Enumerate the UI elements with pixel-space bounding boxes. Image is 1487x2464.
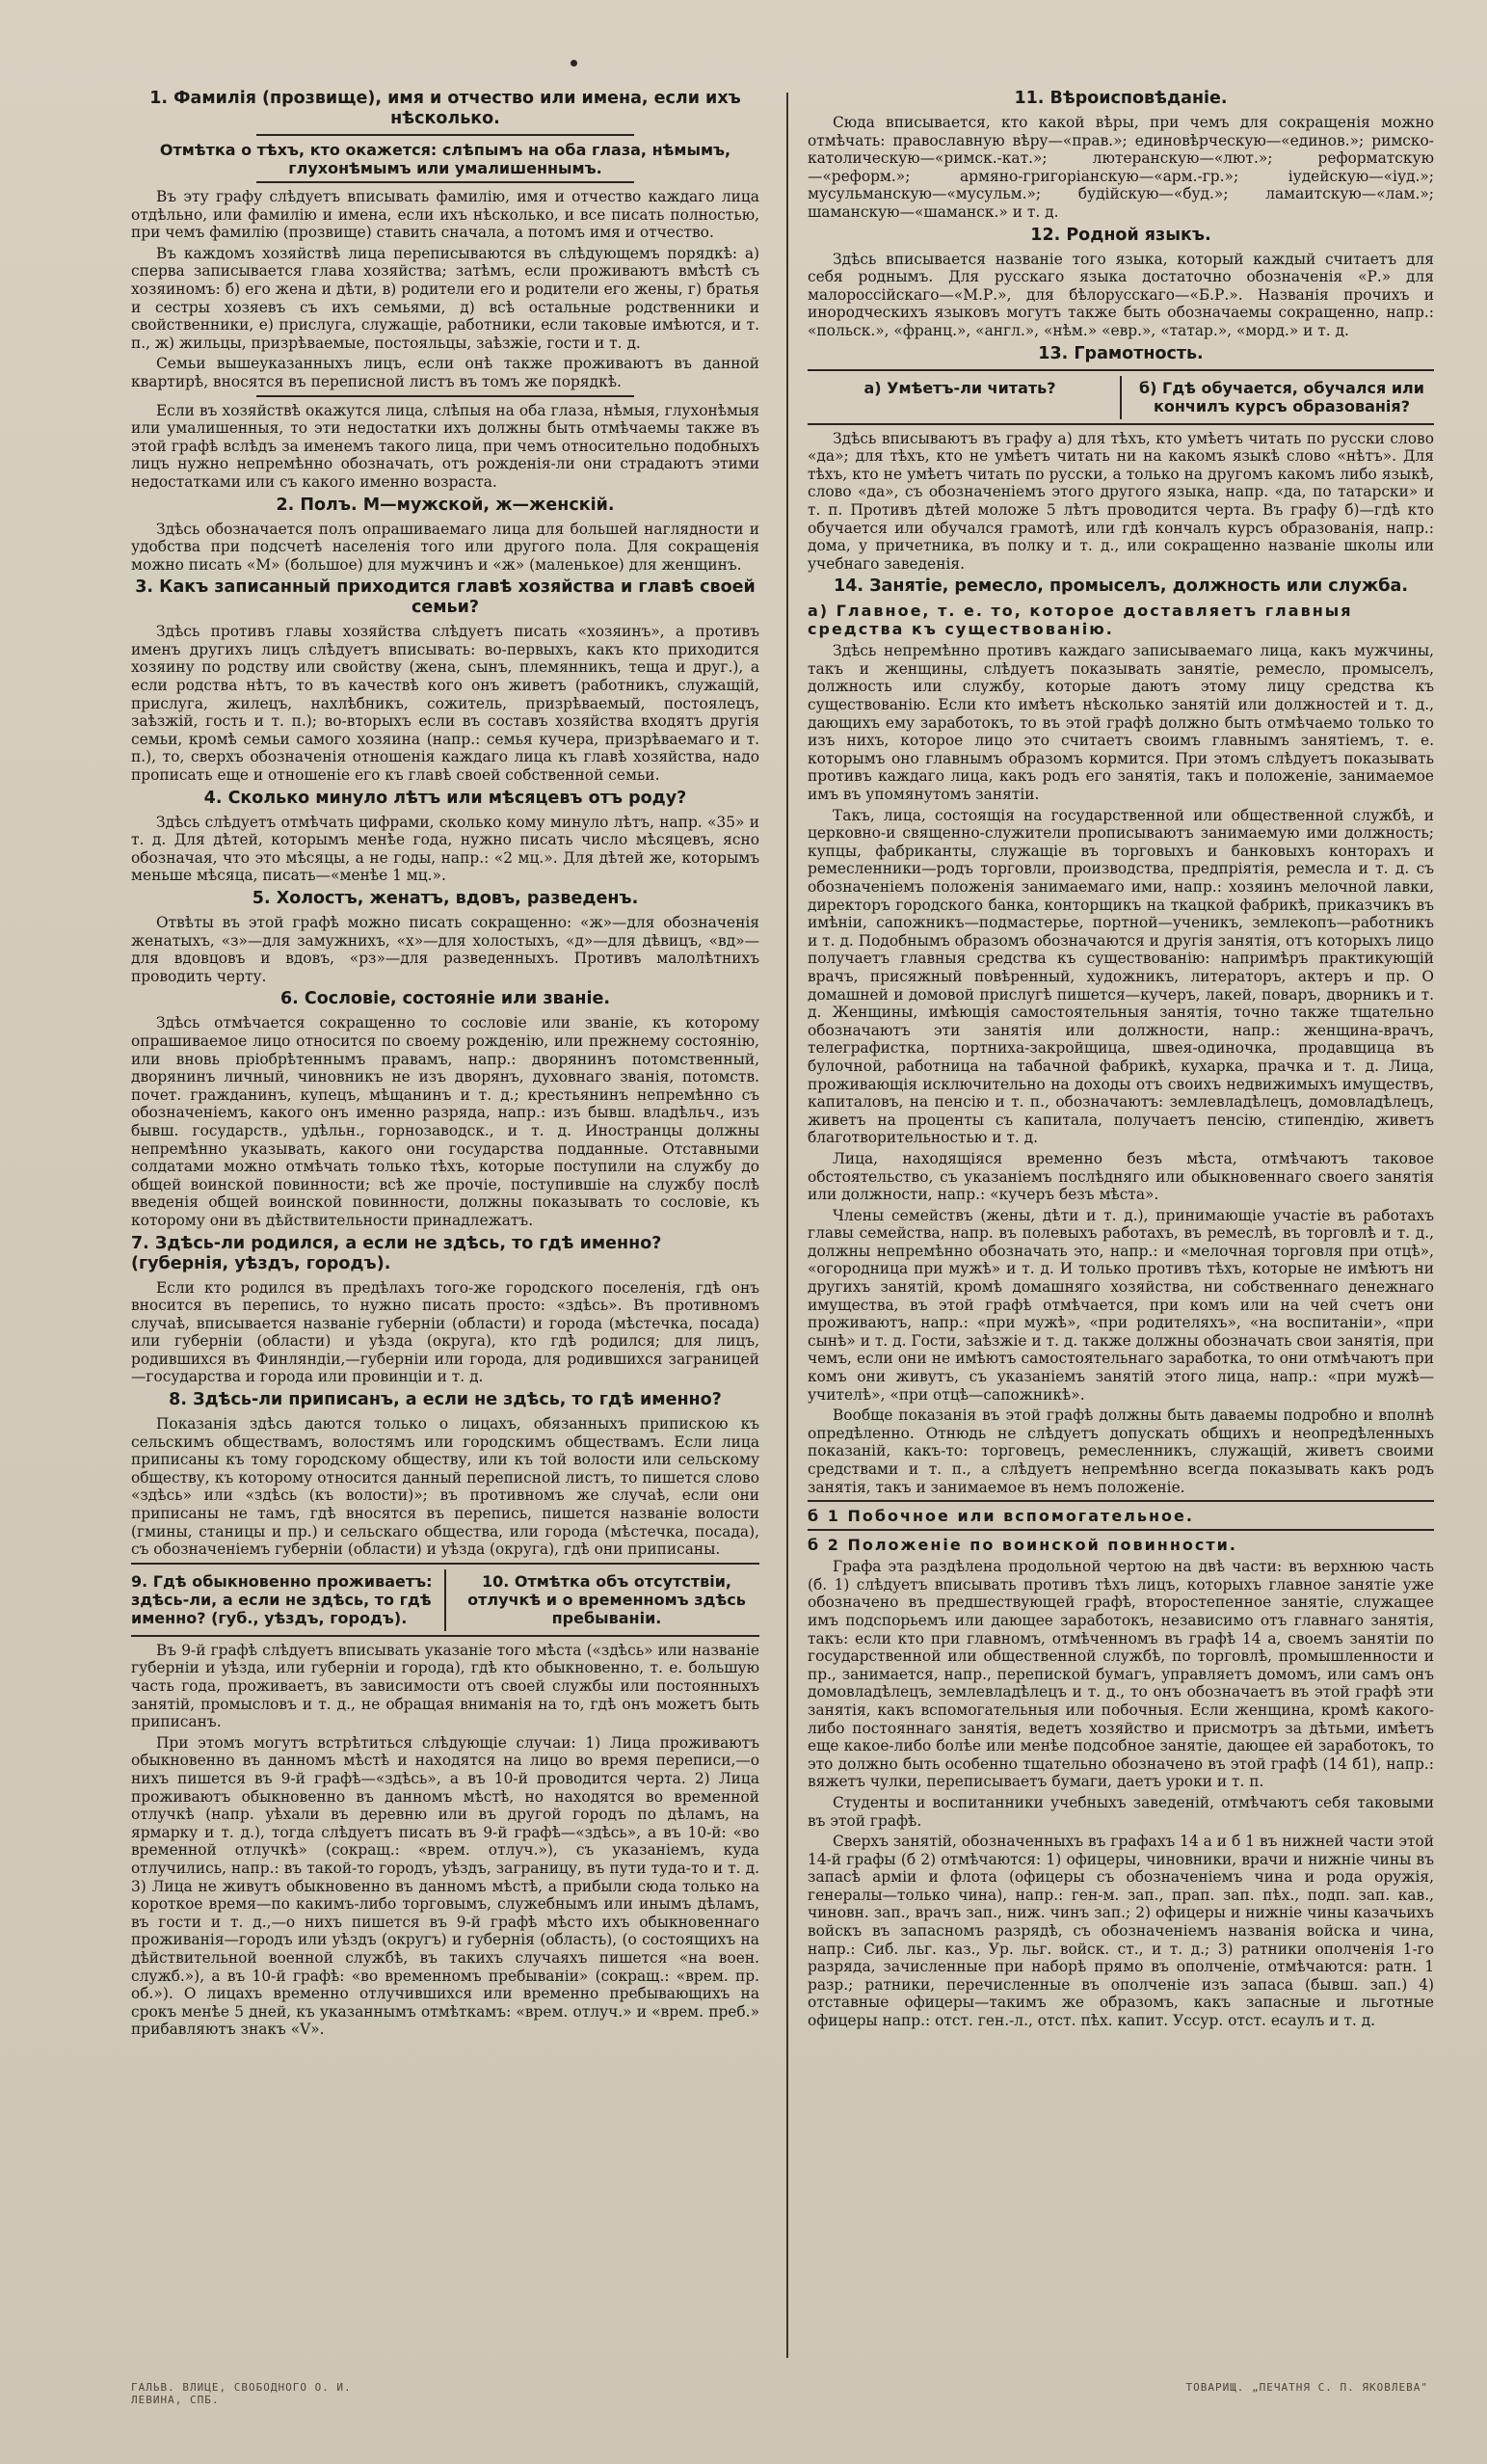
section-12-title: 12. Родной языкъ. <box>1030 225 1211 245</box>
section-14-paragraph: Здѣсь непремѣнно противъ каждаго записываемаго лица, какъ мужчины, такъ и женщины, слѣдуетъ показывать занятіе, ремесло, промыселъ, должность или службу, которые даютъ этому лицу средства къ существованію. Если кто имѣетъ нѣсколько занятій или должностей и т. д., дающихъ ему заработокъ, то въ этой графѣ должно быть отмѣчаемо только то изъ нихъ, которое лицо это считаетъ своимъ главнымъ занятіемъ, т. е. которымъ оно главнымъ образомъ кормится. При этомъ слѣдуетъ показывать противъ каждаго лица, какъ родъ его занятія, такъ и положеніе, занимаемое имъ въ упомянутомъ занятіи. <box>808 642 1434 804</box>
section-4-paragraph: Здѣсь слѣдуетъ отмѣчать цифрами, сколько кому минуло лѣтъ, напр. «35» и т. д. Для дѣтей, которымъ менѣе года, нужно писать число мѣсяцевъ, ясно обозначая, что это мѣсяцы, а не годы, напр.: «2 мц.». Для дѣтей же, которымъ меньше мѣсяца, писать—«менѣе 1 мц.». <box>131 813 759 885</box>
section-5-title: 5. Холостъ, женатъ, вдовъ, разведенъ. <box>252 889 639 908</box>
left-column <box>131 85 759 2350</box>
divider <box>131 1563 759 1565</box>
section-9-paragraph: Въ 9-й графѣ слѣдуетъ вписывать указаніе того мѣста («здѣсь» или названіе губерніи и уѣзда, или губерніи и города), гдѣ кто обыкновенно, т. е. большую часть года, проживаетъ, въ зависимости отъ своей службы или постоянныхъ занятій, промысловъ и т. д., не обращая вниманія на то, гдѣ онъ можетъ быть приписанъ. <box>131 1641 759 1731</box>
section-5-paragraph: Отвѣты въ этой графѣ можно писать сокращенно: «ж»—для обозначенія женатыхъ, «з»—для замужнихъ, «х»—для холостыхъ, «д»—для дѣвицъ, «вд»—для вдовцовъ и вдовъ, «рз»—для разведенныхъ. Противъ малолѣтнихъ проводить черту. <box>131 914 759 985</box>
divider <box>808 423 1434 425</box>
section-14-paragraph: Графа эта раздѣлена продольной чертою на двѣ части: въ верхнюю часть (б. 1) слѣдуетъ вписывать противъ тѣхъ лицъ, которыхъ главное занятіе уже обозначено въ предшествующей графѣ, второстепенное занятіе, служащее имъ подспорьемъ или дающее заработокъ, независимо отъ главнаго занятія, такъ: если кто при главномъ, отмѣченномъ въ графѣ 14 а, своемъ занятіи по государственной или общественной службѣ, по торговлѣ, промышленности и пр., занимается, напр., перепиской бумагъ, управляетъ домомъ, или самъ онъ домовладѣлецъ, землевладѣлецъ и т. д., то онъ обозначаетъ въ этой графѣ эти занятія, какъ вспомогательныя или побочныя. Если женщина, кромѣ какого-либо постояннаго занятія, ведетъ хозяйство и присмотръ за дѣтьми, имѣетъ еще какое-либо болѣе или менѣе подсобное занятіе, дающее ей заработокъ, то это должно быть особенно тщательно обозначено въ этой графѣ (14 б1), напр.: вяжетъ чулки, переписываетъ бумаги, даетъ уроки и т. п. <box>808 1558 1434 1791</box>
section-4-title: 4. Сколько минуло лѣтъ или мѣсяцевъ отъ роду? <box>203 788 687 808</box>
divider <box>256 134 633 136</box>
section-1-paragraph: Семьи вышеуказанныхъ лицъ, если онѣ также проживаютъ въ данной квартирѣ, вносятся въ переписной листъ въ томъ же порядкѣ. <box>131 355 759 390</box>
section-11-title: 11. Вѣроисповѣданіе. <box>1014 89 1228 108</box>
section-14-paragraph: Члены семействъ (жены, дѣти и т. д.), принимающіе участіе въ работахъ главы семейства, напр. въ полевыхъ работахъ, въ ремеслѣ, въ торговлѣ и т. д., должны непремѣнно обозначать это, напр.: и «мелочная торговля при отцѣ», «огородница при мужѣ» и т. д. И только противъ тѣхъ, которые не имѣютъ ни другихъ занятій, кромѣ домашняго хозяйства, ни собственнаго денежнаго имущества, въ этой графѣ отмѣчается, при комъ или на чей счетъ они проживаютъ, напр.: «при мужѣ», «при родителяхъ», «на воспитаніи», «при сынѣ» и т. д. Гости, заѣзжіе и т. д. также должны обозначать свои занятія, при чемъ, если они не имѣютъ самостоятельнаго заработка, то они отмѣчаютъ при комъ они живутъ, съ указаніемъ занятій этого лица, напр.: «при мужѣ—учителѣ», «при отцѣ—сапожникѣ». <box>808 1206 1434 1404</box>
section-9-paragraph: При этомъ могутъ встрѣтиться слѣдующіе случаи: 1) Лица проживаютъ обыкновенно въ данномъ мѣстѣ и находятся на лицо во время переписи,—о нихъ пишется въ 9-й графѣ—«здѣсь», а въ 10-й проводится черта. 2) Лица проживаютъ обыкновенно въ данномъ мѣстѣ, но находятся во временной отлучкѣ (напр. уѣхали въ деревню или въ другой городъ по дѣламъ, на ярмарку и т. д.), тогда слѣдуетъ писать въ 9-й графѣ—«здѣсь», а въ 10-й: «во временной отлучкѣ» (сокращ.: «врем. отлуч.»), съ указаніемъ, куда отлучились, напр.: въ такой-то городъ, уѣздъ, заграницу, въ пути туда-то и т. д. 3) Лица не живутъ обыкновенно въ данномъ мѣстѣ, а прибыли сюда только на короткое время—по какимъ-либо торговымъ, служебнымъ или инымъ дѣламъ, въ гости и т. д.,—о нихъ пишется въ 9-й графѣ мѣсто ихъ обыкновеннаго проживанія—городъ или уѣздъ (округъ) и губернія (область), (о состоящихъ на дѣйствительной военной службѣ, въ такихъ случаяхъ пишется «на воен. служб.»), а въ 10-й графѣ: «во временномъ пребываніи» (сокращ.: «врем. пр. об.»). О лицахъ временно отлучившихся или временно пребывающихъ на срокъ менѣе 5 дней, къ указаннымъ отмѣткамъ: «врем. отлуч.» и «врем. преб.» прибавляютъ знакъ «V». <box>131 1733 759 2039</box>
section-1-subtitle: Отмѣтка о тѣхъ, кто окажется: слѣпымъ на оба глаза, нѣмымъ, глухонѣмымъ или умалишеннымъ. <box>159 141 731 177</box>
section-13-subheaders <box>808 376 1434 419</box>
section-6-paragraph: Здѣсь отмѣчается сокращенно то сословіе или званіе, къ которому опрашиваемое лицо относится по своему рожденію, или прежнему состоянію, или вновь пріобрѣтеннымъ правамъ, напр.: дворянинъ потомственный, дворянинъ личный, чиновникъ не изъ дворянъ, духовнаго званія, потомств. почет. гражданинъ, купецъ, мѣщанинъ и т. д.; крестьянинъ непремѣнно съ обозначеніемъ, какого онъ именно разряда, напр.: изъ бывш. владѣльч., изъ бывш. государств., удѣльн., горнозаводск., и т. д. Иностранцы должны непремѣнно указывать, какого они государства подданные. Отставными солдатами можно отмѣчать только тѣхъ, которые поступили на службу до общей воинской повинности; всѣ же прочіе, поступившіе на службу послѣ введенія общей воинской повинности, должны показывать то сословіе, къ которому они въ дѣйствительности принадлежатъ. <box>131 1014 759 1229</box>
section-1-paragraph: Въ каждомъ хозяйствѣ лица переписываются въ слѣдующемъ порядкѣ: а) сперва записывается глава хозяйства; затѣмъ, если проживаютъ вмѣстѣ съ хозяиномъ: б) его жена и дѣти, в) родители его и родители его жены, г) братья и сестры хозяевъ съ ихъ семьями, д) всѣ остальные родственники и свойственники, е) прислуга, служащіе, работники, если таковые имѣются, и т. п., ж) жильцы, призрѣваемые, постояльцы, заѣзжіе, гости и т. д. <box>131 244 759 352</box>
section-10-title: 10. Отмѣтка объ отсутствіи, отлучкѣ и о временномъ здѣсь пребываніи. <box>467 1571 746 1627</box>
section-1-paragraph: Въ эту графу слѣдуетъ вписывать фамилію, имя и отчество каждаго лица отдѣльно, или фамилію и имена, если ихъ нѣсколько, и все писать полностью, при чемъ фамилію (прозвище) ставить сначала, а потомъ имя и отчество. <box>131 188 759 242</box>
section-3-title: 3. Какъ записанный приходится главѣ хозяйства и главѣ своей семьи? <box>135 577 756 618</box>
section-14b2-title: б 2 Положеніе по воинской повинности. <box>808 1536 1237 1555</box>
section-13b-title: б) Гдѣ обучается, обучался или кончилъ курсъ образованія? <box>1139 378 1424 415</box>
section-14a-title: а) Главное, т. е. то, которое доставляетъ главныя средства къ существованію. <box>808 602 1353 639</box>
section-8-title: 8. Здѣсь-ли приписанъ, а если не здѣсь, то гдѣ именно? <box>169 1390 722 1410</box>
section-14-paragraph: Вообще показанія въ этой графѣ должны быть даваемы подробно и вполнѣ опредѣленно. Отнюдь не слѣдуетъ допускать общихъ и неопредѣленныхъ показаній, какъ-то: торговецъ, ремесленникъ, служащій, живетъ своими средствами и т. п., а слѣдуетъ непремѣнно всегда показывать какъ родъ занятія, такъ и занимаемое въ немъ положеніе. <box>808 1406 1434 1496</box>
section-6-title: 6. Сословіе, состояніе или званіе. <box>280 989 610 1009</box>
section-2-title: 2. Полъ. М—мужской, ж—женскій. <box>276 495 615 515</box>
divider <box>256 395 633 397</box>
section-13-title: 13. Грамотность. <box>1038 343 1204 363</box>
ink-dot <box>571 60 577 67</box>
section-14-paragraph: Студенты и воспитанники учебныхъ заведеній, отмѣчаютъ себя таковыми въ этой графѣ. <box>808 1793 1434 1830</box>
section-7-paragraph: Если кто родился въ предѣлахъ того-же городского поселенія, гдѣ онъ вносится въ перепись, то нужно писать просто: «здѣсь». Въ противномъ случаѣ, вписывается названіе губерніи (области) и города (мѣстечка, посада) или губерніи (области) и уѣзда (округа), кто гдѣ родился; для лицъ, родившихся въ Финляндіи,—губерніи или города, для родившихся заграницей—государства и города или провинціи и т. д. <box>131 1278 759 1386</box>
section-8-paragraph: Показанія здѣсь даются только о лицахъ, обязанныхъ припискою къ сельскимъ обществамъ, волостямъ или городскимъ обществамъ. Если лица приписаны къ тому городскому обществу, или къ той волости или сельскому обществу, къ которому относится данный переписной листъ, то пишется слово «здѣсь» или «здѣсь (къ волости)»; въ противномъ же случаѣ, если они приписаны не тамъ, гдѣ вносятся въ перепись, пишется названіе волости (гмины, станицы и пр.) и сельскаго общества, или города (мѣстечка, посада), съ обозначеніемъ губерніи (области) и уѣзда (округа), гдѣ они приписаны. <box>131 1415 759 1559</box>
section-14-paragraph: Такъ, лица, состоящія на государственной или общественной службѣ, и церковно-и священно-служители прописываютъ занимаемую ими должность; купцы, фабриканты, служащіе въ торговыхъ и банковыхъ конторахъ и ремесленники—родъ торговли, производства, предпріятія, ремесла и т. д. съ обозначеніемъ положенія занимаемаго ими, напр.: хозяинъ мелочной лавки, директоръ городского банка, конторщикъ на ткацкой фабрикѣ, приказчикъ въ имѣніи, сапожникъ—подмастерье, портной—ученикъ, землекопъ—работникъ и т. д. Подобнымъ образомъ обозначаются и другія занятія, отъ которыхъ лицо получаетъ главныя средства къ существованію: напримѣръ практикующій врачъ, присяжный повѣренный, художникъ, литераторъ, актеръ и пр. О домашней и домовой прислугѣ пишется—кучеръ, лакей, поваръ, дворникъ и т. д. Женщины, имѣющія самостоятельныя занятія, точно также тщательно обозначаютъ эти занятія или должности, напр.: женщина-врачъ, телеграфистка, портниха-закройщица, швея-одиночка, продавщица въ булочной, работница на табачной фабрикѣ, кухарка, прачка и т. д. Лица, проживающія исключительно на доходы отъ своихъ недвижимыхъ имуществъ, капиталовъ, на пенсію и т. п., обозначаютъ: землевладѣлецъ, домовладѣлецъ, живетъ на проценты съ капитала, получаетъ пенсію, стипендію, живетъ благотворительностью и т. д. <box>808 806 1434 1147</box>
section-1-paragraph: Если въ хозяйствѣ окажутся лица, слѣпыя на оба глаза, нѣмыя, глухонѣмыя или умалишенныя, то эти недостатки ихъ должны быть отмѣчаемы также въ этой графѣ вслѣдъ за именемъ такого лица, при чемъ относительно подобныхъ лицъ нужно непремѣнно обозначать, отъ рожденія-ли они страдаютъ этими недостатками или съ какого именно возраста. <box>131 401 759 491</box>
section-7-title: 7. Здѣсь-ли родился, а если не здѣсь, то гдѣ именно? (губернія, уѣздъ, городъ). <box>131 1233 662 1273</box>
section-14-title: 14. Занятіе, ремесло, промыселъ, должность или служба. <box>834 576 1408 597</box>
printer-imprint-right: ТОВАРИЩ. „ПЕЧАТНЯ С. П. ЯКОВЛЕВА" <box>1185 2381 1428 2394</box>
section-13a-title: а) Умѣетъ-ли читать? <box>863 378 1056 397</box>
section-1-title: 1. Фамилія (прозвище), имя и отчество или имена, если ихъ нѣсколько. <box>149 89 741 128</box>
section-12-paragraph: Здѣсь вписывается названіе того языка, который каждый считаетъ для себя роднымъ. Для русскаго языка достаточно обозначенія «Р.» для малороссійскаго—«М.Р.», для бѣлорусскаго—«Б.Р.». Названія прочихъ и инородческихъ языковъ могутъ также быть обозначаемы сокращенно, напр.: «польск.», «франц.», «англ.», «нѣм.» «евр.», «татар.», «морд.» и т. д. <box>808 250 1434 339</box>
divider <box>256 181 633 183</box>
printer-imprint-left: ГАЛЬВ. ВЛИЦЕ, СВОБОДНОГО О. И. ЛЕВИНА, СПБ. <box>131 2381 352 2406</box>
section-2-paragraph: Здѣсь обозначается полъ опрашиваемаго лица для большей наглядности и удобства при подсчетѣ населенія того или другого пола. Для сокращенія можно писать «М» (большое) для мужчинъ и «ж» (маленькое) для женщинъ. <box>131 520 759 574</box>
divider <box>808 369 1434 371</box>
divider <box>131 1635 759 1637</box>
right-column <box>808 85 1434 2427</box>
section-9-title: 9. Гдѣ обыкновенно проживаетъ: здѣсь-ли, а если не здѣсь, то гдѣ именно? (губ., уѣздъ, городъ). <box>131 1571 433 1627</box>
divider <box>808 1529 1434 1531</box>
section-13-paragraph: Здѣсь вписываютъ въ графу а) для тѣхъ, кто умѣетъ читать по русски слово «да»; для тѣхъ, кто не умѣетъ читать ни на какомъ языкѣ слово «нѣтъ». Для тѣхъ, кто не умѣетъ читать по русски, а только на другомъ какомъ либо языкѣ, слово «да», съ обозначеніемъ этого другого языка, напр. «да, по татарски» и т. п. Противъ дѣтей моложе 5 лѣтъ проводится черта. Въ графу б)—гдѣ кто обучается или обучался грамотѣ, или гдѣ кончалъ курсъ образованія, напр.: дома, у причетника, въ полку и т. д., или сокращенно названіе школы или учебнаго заведенія. <box>808 429 1434 573</box>
section-3-paragraph: Здѣсь противъ главы хозяйства слѣдуетъ писать «хозяинъ», а противъ именъ другихъ лицъ слѣдуетъ вписывать: во-первыхъ, какъ кто приходится хозяину по родству или свойству (жена, сынъ, племянникъ, теща и друг.), а если родства нѣтъ, то въ качествѣ кого онъ живетъ (работникъ, служащій, прислуга, жилецъ, нахлѣбникъ, сожитель, призрѣваемый, постоялецъ, заѣзжій, гость и т. п.); во-вторыхъ если въ составъ хозяйства входятъ другія семьи, кромѣ семьи самого хозяина (напр.: семья кучера, призрѣваемаго и т. п.), то, сверхъ обозначенія отношенія каждаго лица къ главѣ хозяйства, надо прописать еще и отношеніе его къ главѣ своей собственной семьи. <box>131 623 759 785</box>
divider <box>808 1500 1434 1502</box>
section-9-10-header <box>131 1569 759 1631</box>
section-14-paragraph: Сверхъ занятій, обозначенныхъ въ графахъ 14 а и б 1 въ нижней части этой 14-й графы (б 2) отмѣчаются: 1) офицеры, чиновники, врачи и нижніе чины въ запасѣ арміи и флота (офицеры съ обозначеніемъ чина и рода оружія, генералы—только чина), напр.: ген-м. зап., прап. зап. пѣх., подп. зап. кав., чиновн. зап., врачъ зап., ниж. чинъ зап.; 2) офицеры и нижніе чины казачьихъ войскъ въ запасномъ разрядѣ, съ обозначеніемъ названія войска и чина, напр.: Сиб. льг. каз., Ур. льг. войск. ст., и т. д.; 3) ратники ополченія 1-го разряда, зачисленные при наборѣ прямо въ ополченіе, отмѣчаются: ратн. 1 разр.; ратники, перечисленные въ ополченіе изъ запаса (бывш. зап.) 4) отставные офицеры—такимъ же образомъ, какъ запасные и льготные офицеры напр.: отст. ген.-л., отст. пѣх. капит. Уссур. отст. есаулъ и т. д. <box>808 1833 1434 2030</box>
column-divider <box>786 93 788 2358</box>
section-14-paragraph: Лица, находящіяся временно безъ мѣста, отмѣчаютъ таковое обстоятельство, съ указаніемъ послѣдняго или обыкновеннаго своего занятія или должности, напр.: «кучеръ безъ мѣста». <box>808 1149 1434 1204</box>
section-11-paragraph: Сюда вписывается, кто какой вѣры, при чемъ для сокращенія можно отмѣчать: православную вѣру—«прав.»; единовѣрческую—«единов.»; римско-католическую—«римск.-кат.»; лютеранскую—«лют.»; реформатскую—«реформ.»; армяно-григоріанскую—«арм.-гр.»; іудейскую—«іуд.»; мусульманскую—«мусульм.»; будійскую—«буд.»; ламаитскую—«лам.»; шаманскую—«шаманск.» и т. д. <box>808 114 1434 221</box>
section-14b1-title: б 1 Побочное или вспомогательное. <box>808 1507 1194 1526</box>
